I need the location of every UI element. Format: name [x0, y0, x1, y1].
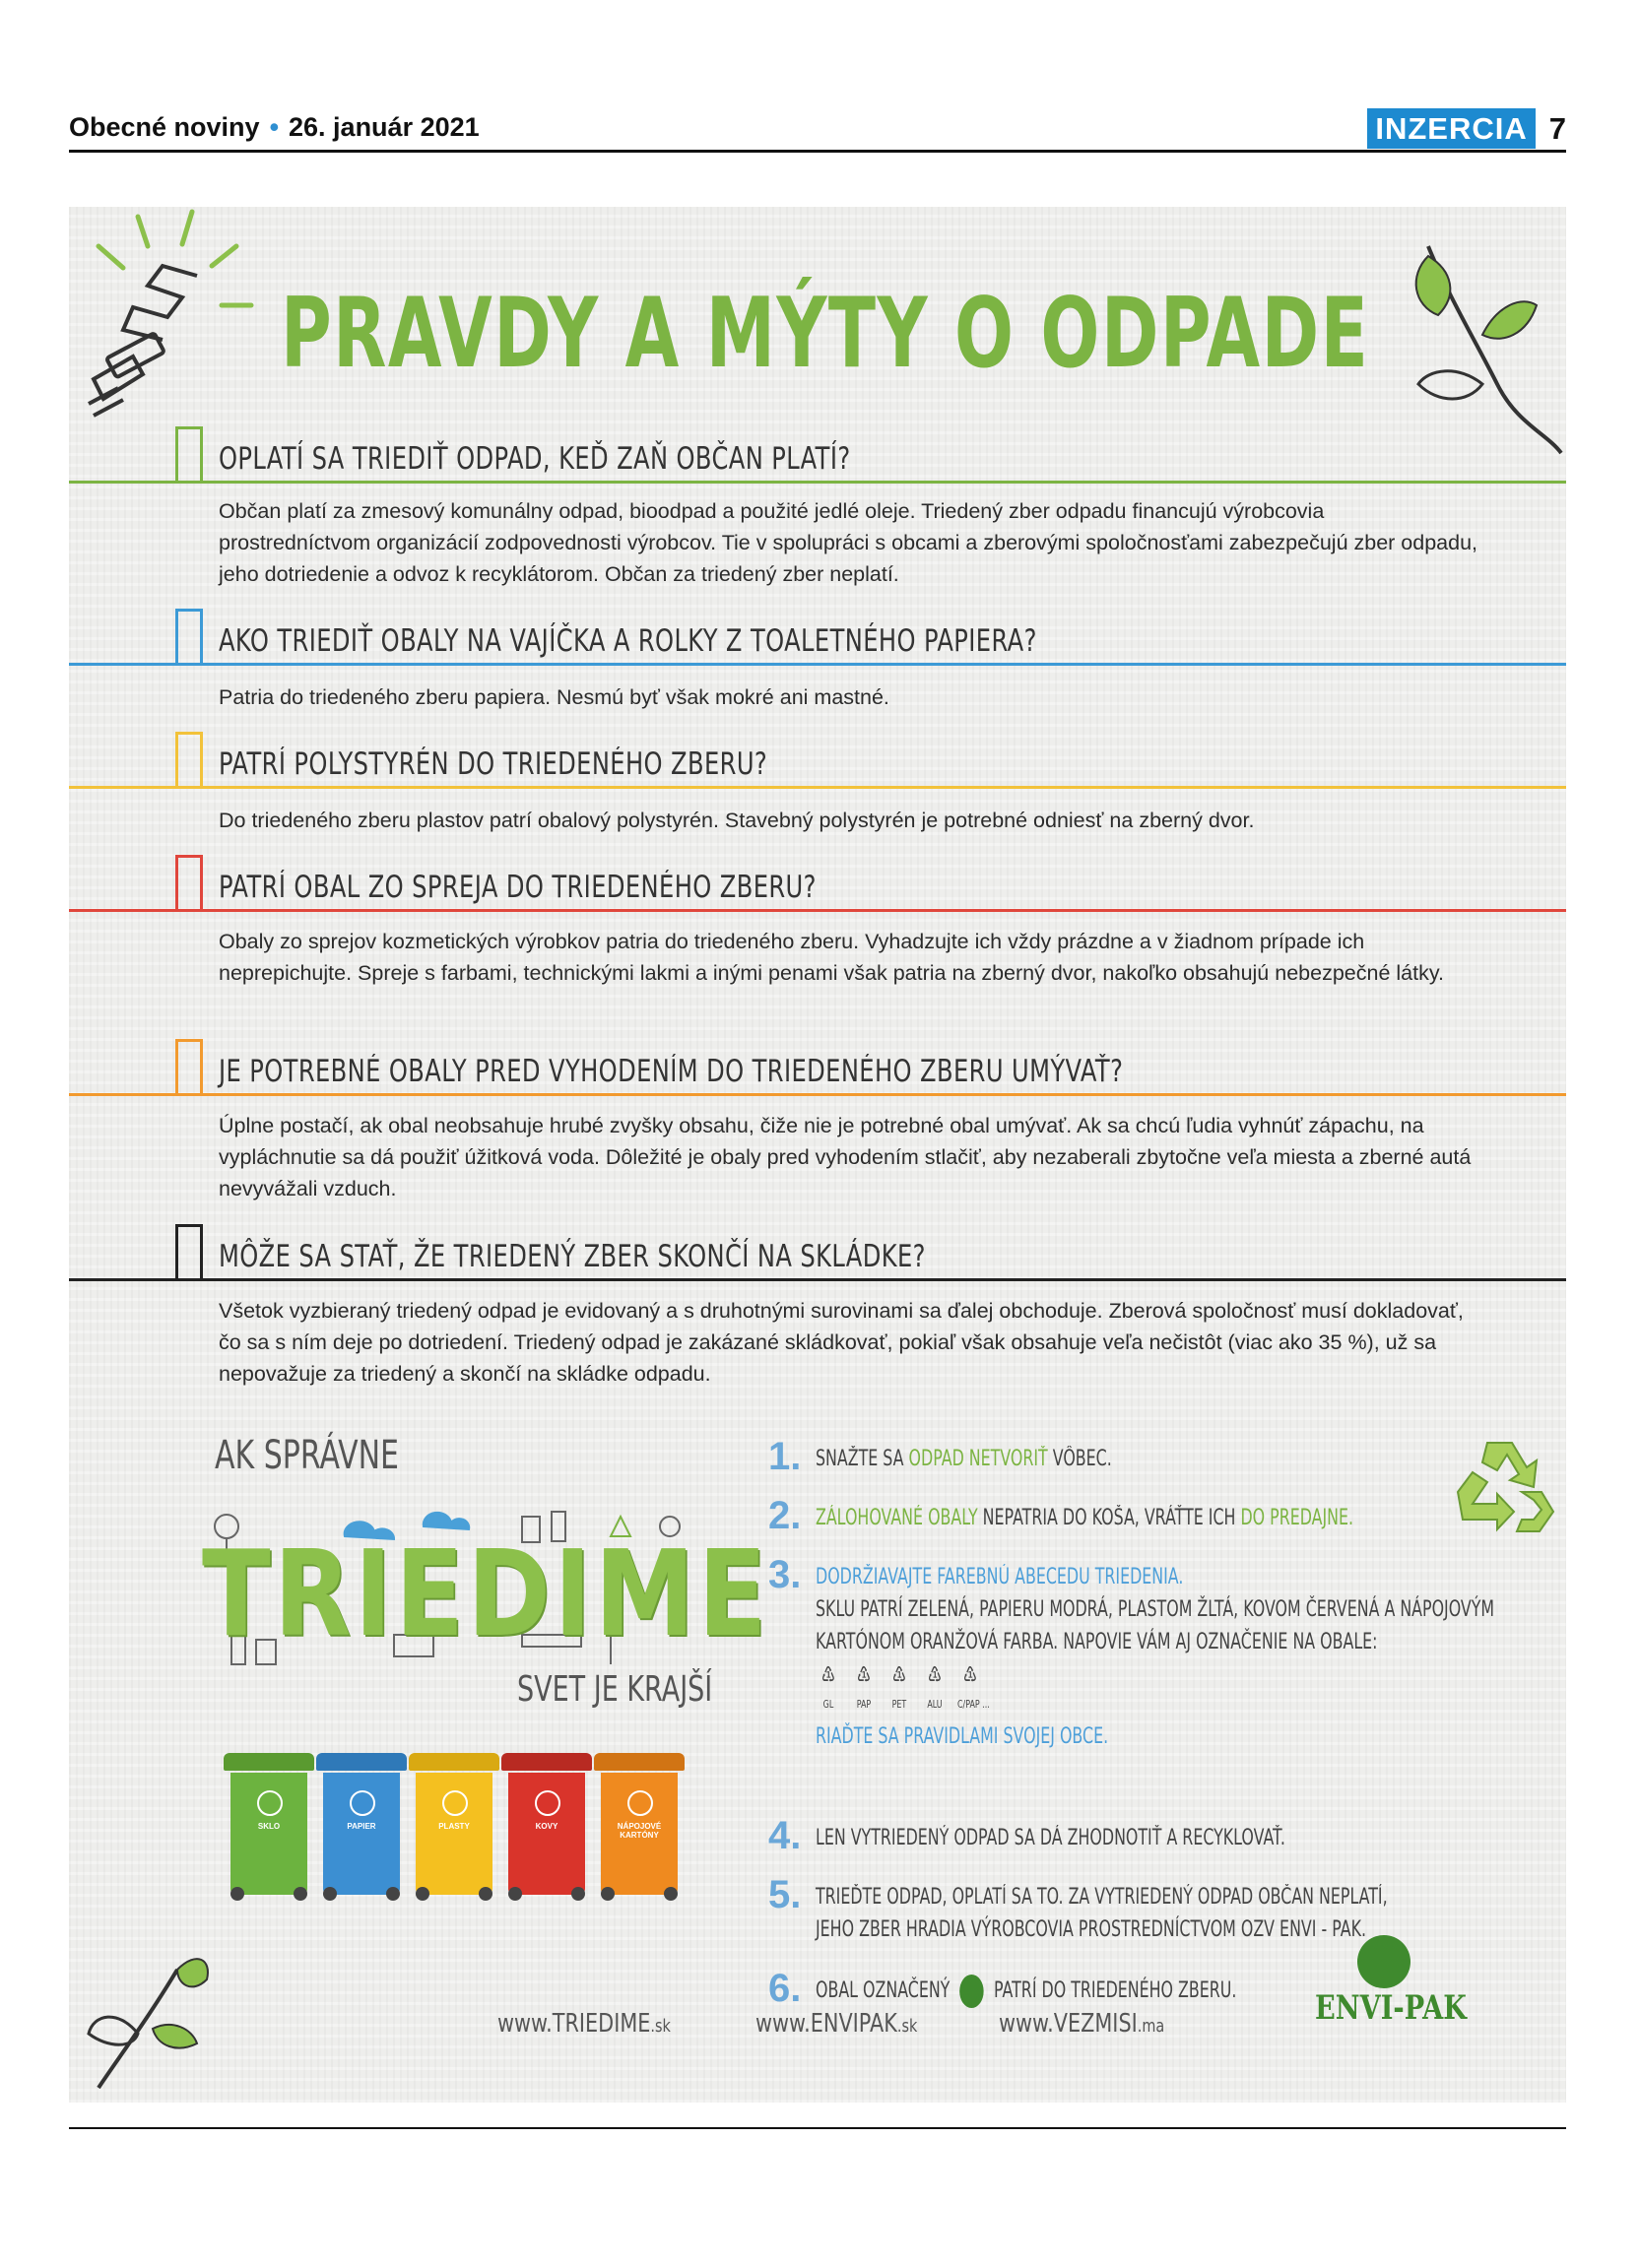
publication-name: Obecné noviny: [69, 112, 260, 142]
section-bracket: [175, 1224, 203, 1281]
green-dot-icon: [959, 1975, 983, 2008]
section-rule: [69, 1278, 1566, 1281]
url-vezmisi[interactable]: www.VEZMISI.ma: [999, 2009, 1165, 2039]
bin-paper: PAPIER: [319, 1753, 404, 1901]
section-rule: [69, 663, 1566, 666]
envipak-logo: [1315, 1935, 1467, 2028]
leaf-sprig-icon: [1389, 236, 1566, 463]
separator-dot: •: [269, 112, 280, 142]
recycle-icon: [442, 1790, 468, 1816]
section-bracket: [175, 609, 203, 666]
url-envipak[interactable]: www.ENVIPAK.sk: [754, 2009, 918, 2039]
faq-answer: Obaly zo sprejov kozmetických výrobkov patria do triedeného zberu. Vyhadzujte ich vždy prázdne a v žiadnom prípade ich neprepichujte. Spreje s farbami, technickými lakmi a inými penami však patria na zberný dvor, nakoľko obsahujú nebezpečné látky.: [219, 930, 1444, 985]
faq-answer: Občan platí za zmesový komunálny odpad, bioodpad a použité jedlé oleje. Triedený zber odpadu financujú výrobcovia prostredníctvom organizácií zodpovednosti výrobcov. Tie v spolupráci s obcami a zberovými spoločnosťami zabezpečujú zber odpadu, jeho dotriedenie a odvoz k recyklátorom. Občan za triedený zber neplatí.: [219, 499, 1478, 586]
step-number: 1.: [768, 1435, 802, 1478]
step-number: 4.: [768, 1814, 802, 1857]
step-number: 5.: [768, 1873, 802, 1916]
advert-poster: PRAVDY A MÝTY O ODPADE OPLATÍ SA TRIEDIŤ ODPAD, KEĎ ZAŇ OBČAN PLATÍ? Občan platí za zmesový komunálny odpad, bioodpad a použité jedlé oleje. Triedený zber odpadu financujú výrobcovia prostredníctvom organizácií zodpovednosti výrobcov. Tie v spolupráci s obcami a zberovými spoločnosťami zabezpečujú zber odpadu, jeho dotriedenie a odvoz k recyklátorom. Občan za triedený zber neplatí. AKO TRIEDIŤ OBALY NA VAJÍČKA A ROLKY Z TOALETNÉHO PAPIERA? Patria do triedeného zberu papiera. Nesmú byť však mokré ani mastné. PATRÍ POLYSTYRÉN DO TRIEDENÉHO ZBERU? Do triedeného zberu plastov patrí obalový polystyrén. Stavebný polystyrén je potrebné odniesť na zberný dvor. PATRÍ OBAL ZO SPREJA DO TRIEDENÉHO ZBERU? Obaly zo sprejov kozmetických výrobkov patria do triedeného zberu. Vyhadzujte ich vždy prázdne a v žiadnom prípade ich neprepichujte. Spreje s farbami, technickými lakmi a inými penami však patria na zberný dvor, nakoľko obsahujú nebezpečné látky. JE POTREBNÉ OBALY PRED VYHODENÍM DO TRIEDENÉHO ZBERU UMÝVAŤ? Úplne postačí, ak obal neobsahuje hrubé zvyšky obsahu, čiže nie je potrebné obal umývať. Ak sa chcú ľudia vyhnúť zápachu, na vypláchnutie sa dá použiť úžitková voda. Dôležité je obaly pred vyhodením stlačiť, aby nezaberali zbytočne veľa miesta a zberné autá nevyvážali vzduch. MÔŽE SA STAŤ, ŽE TRIEDENÝ ZBER SKONČÍ NA SKLÁDKE? Všetok vyzbieraný triedený odpad je evidovaný a s druhotnými surovinami sa ďalej obchoduje. Zberová spoločnosť musí dokladovať, čo sa s ním deje po dotriedení. Triedený odpad je zakázané skládkovať, pokiaľ však obsahuje veľa nečistôt (viac ako 35 %), už sa nepovažuje za triedený a skončí na skládke odpadu. AK SPRÁVNE TRIEDIME SVET JE KRAJŠÍ SKLO PAPIER PLASTY KOVY NÁPOJOVÉ KARTÓNY 1. SNAŽTE SA ODPAD NETVORIŤ VÔBEC. 2. ZÁLOHOVANÉ OBALY NEPATRIA DO KOŠA, VRÁŤTE ICH DO PREDAJNE. 3. DODRŽIAVAJTE FAREBNÚ ABECEDU TRIEDENIA. SKLU PATRÍ ZELENÁ, PAPIERU MODRÁ, PLASTOM ŽLTÁ, KOVOM ČERVENÁ A NÁPOJOVÝM KARTÓNOM ORANŽOVÁ FARBA. NAPOVIE VÁM AJ OZNAČENIE NA OBALE: ♳ GL ♳ PAP ♳ PET ♳ ALU ♳ C/PAP ... RIAĎTE SA PRAVIDLAMI SVOJEJ OBCE. 4. LEN VYTRIEDENÝ ODPAD SA DÁ ZHODNOTIŤ A RECYKLOVAŤ. 5. TRIEĎTE ODPAD, OPLATÍ SA TO. ZA VYTRIEDENÝ ODPAD OBČAN NEPLATÍ, JEHO ZBER HRADIA VÝROBCOVIA PROSTREDNÍCTVOM OZV ENVI - PAK. 6. OBAL OZNAČENÝ PATRÍ DO TRIEDENÉHO ZBERU. www.TRIEDIME.sk www.ENVIPAK.sk www.VEZMISI.ma ENVI-PAK: [69, 207, 1566, 2103]
step-number: 6.: [768, 1967, 802, 2010]
poster-title: PRAVDY A MÝTY O ODPADE: [281, 278, 1370, 390]
recycle-icon: [257, 1790, 283, 1816]
bin-metal: KOVY: [504, 1753, 589, 1901]
faq-answer: Patria do triedeného zberu papiera. Nesmú byť však mokré ani mastné.: [219, 685, 889, 709]
green-dot-icon: [1357, 1935, 1410, 1988]
faq-question: MÔŽE SA STAŤ, ŽE TRIEDENÝ ZBER SKONČÍ NA SKLÁDKE?: [219, 1239, 926, 1274]
recycling-codes: ♳ GL ♳ PAP ♳ PET ♳ ALU ♳ C/PAP ...: [816, 1664, 1494, 1720]
section-rule: [69, 1093, 1566, 1096]
faq-answer: Všetok vyzbieraný triedený odpad je evidovaný a s druhotnými surovinami sa ďalej obchoduje. Zberová spoločnosť musí dokladovať, čo sa s ním deje po dotriedení. Triedený odpad je zakázané skládkovať, pokiaľ však obsahuje veľa nečistôt (viac ako 35 %), už sa nepovažuje za triedený a skončí na skládke odpadu.: [219, 1299, 1464, 1386]
recycle-arrows-icon: [1443, 1433, 1561, 1541]
section-info: [1367, 108, 1566, 149]
bin-plastic: PLASTY: [412, 1753, 496, 1901]
page-number: 7: [1548, 110, 1566, 146]
recycle-icon: [627, 1790, 653, 1816]
faq-question: AKO TRIEDIŤ OBALY NA VAJÍČKA A ROLKY Z TOALETNÉHO PAPIERA?: [219, 623, 1037, 659]
leaf-sprig-icon: [79, 1940, 217, 2098]
slogan-big-word: TRIEDIME: [202, 1526, 770, 1663]
faq-question: OPLATÍ SA TRIEDIŤ ODPAD, KEĎ ZAŇ OBČAN PLATÍ?: [219, 441, 851, 477]
section-bracket: [175, 855, 203, 912]
slogan-top: AK SPRÁVNE: [215, 1433, 400, 1478]
section-bracket: [175, 732, 203, 789]
bin-glass: SKLO: [227, 1753, 311, 1901]
section-bracket: [175, 426, 203, 484]
recycle-icon: [535, 1790, 560, 1816]
header-rule: [69, 150, 1566, 153]
section-rule: [69, 481, 1566, 484]
waste-bins: [227, 1753, 682, 1901]
section-rule: [69, 786, 1566, 789]
faq-answer: Do triedeného zberu plastov patrí obalový polystyrén. Stavebný polystyrén je potrebné odniesť na zberný dvor.: [219, 809, 1255, 832]
url-triedime[interactable]: www.TRIEDIME.sk: [497, 2009, 671, 2039]
website-links: [497, 2009, 1206, 2039]
publication-line: [69, 112, 480, 143]
faq-question: PATRÍ POLYSTYRÉN DO TRIEDENÉHO ZBERU?: [219, 746, 768, 782]
faq-question: PATRÍ OBAL ZO SPREJA DO TRIEDENÉHO ZBERU?: [219, 870, 817, 905]
slogan-bottom: SVET JE KRAJŠÍ: [517, 1669, 713, 1710]
step-number: 2.: [768, 1494, 802, 1537]
footer-rule: [69, 2127, 1566, 2129]
brand-name: ENVI-PAK: [1315, 1988, 1467, 2028]
issue-date: 26. január 2021: [289, 112, 480, 142]
page-header: [69, 108, 1566, 152]
recycle-icon: [350, 1790, 375, 1816]
faq-answer: Úplne postačí, ak obal neobsahuje hrubé zvyšky obsahu, čiže nie je potrebné obal umývať. Ak sa chcú ľudia vyhnúť zápachu, na vypláchnutie sa dá použiť úžitková voda. Dôležité je obaly pred vyhodením stlačiť, aby nezaberali zbytočne veľa miesta a zberné autá nevyvážali vzduch.: [219, 1114, 1472, 1200]
step-number: 3.: [768, 1553, 802, 1596]
section-rule: [69, 909, 1566, 912]
bin-cartons: NÁPOJOVÉ KARTÓNY: [597, 1753, 682, 1901]
section-badge: INZERCIA: [1367, 108, 1535, 149]
light-bulb-icon: [79, 207, 266, 433]
faq-question: JE POTREBNÉ OBALY PRED VYHODENÍM DO TRIEDENÉHO ZBERU UMÝVAŤ?: [219, 1054, 1124, 1089]
section-bracket: [175, 1039, 203, 1096]
